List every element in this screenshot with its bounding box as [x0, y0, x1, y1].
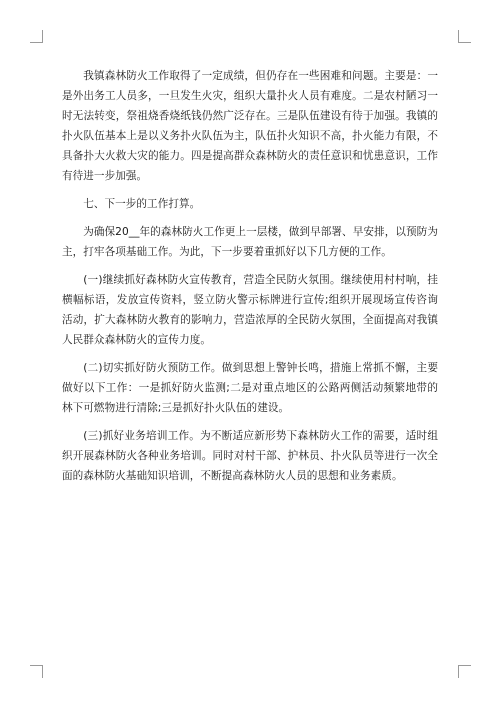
paragraph-item-training: (三)抓好业务培训工作。为不断适应新形势下森林防火工作的需要，适时组织开展森林防火各种业务培训。同时对村干部、护林员、扑火队员等进行一次全面的森林防火基础知识培训，不断提高森林防火人员的思想和业务素质。	[62, 430, 438, 482]
crop-mark-top-left	[30, 30, 43, 43]
section-heading-next-steps: 七、下一步的工作打算。	[83, 198, 201, 210]
paragraph-problems: 我镇森林防火工作取得了一定成绩，但仍存在一些困难和问题。主要是：一是外出务工人员多，一旦发生火灾，组织大量扑火人员有难度。二是农村陋习一时无法转变，祭祖烧香烧纸钱仍然广泛存在。三是队伍建设有待于加强。我镇的扑火队伍基本上是以义务扑火队伍为主，队伍扑火知识不高，扑火能力有限，不具备扑大火救大灾的能力。四是提高群众森林防火的责任意识和忧患意识，工作有待进一步加强。	[62, 70, 438, 182]
paragraph-item-publicity: (一)继续抓好森林防火宣传教育，营造全民防火氛围。继续使用村村响，挂横幅标语，发放宣传资料，竖立防火警示标牌进行宣传;组织开展现场宣传咨询活动，扩大森林防火教育的影响力，营造浓厚的全民防火氛围，全面提高对我镇人民群众森林防火的宣传力度。	[62, 274, 438, 346]
paragraph-plan-intro: 为确保20__年的森林防火工作更上一层楼，做到早部署、早安排，以预防为主，打牢各项基础工作。为此，下一步要着重抓好以下几方便的工作。	[62, 226, 438, 258]
crop-mark-bottom-right	[458, 665, 471, 678]
document-body	[62, 66, 438, 494]
paragraph-item-prevention: (二)切实抓好防火预防工作。做到思想上警钟长鸣，措施上常抓不懈，主要做好以下工作：一是抓好防火监测;二是对重点地区的公路两侧活动频繁地带的林下可燃物进行清除;三是抓好扑火队伍的建设。	[62, 362, 438, 414]
crop-mark-top-right	[458, 30, 471, 43]
crop-mark-bottom-left	[30, 665, 43, 678]
